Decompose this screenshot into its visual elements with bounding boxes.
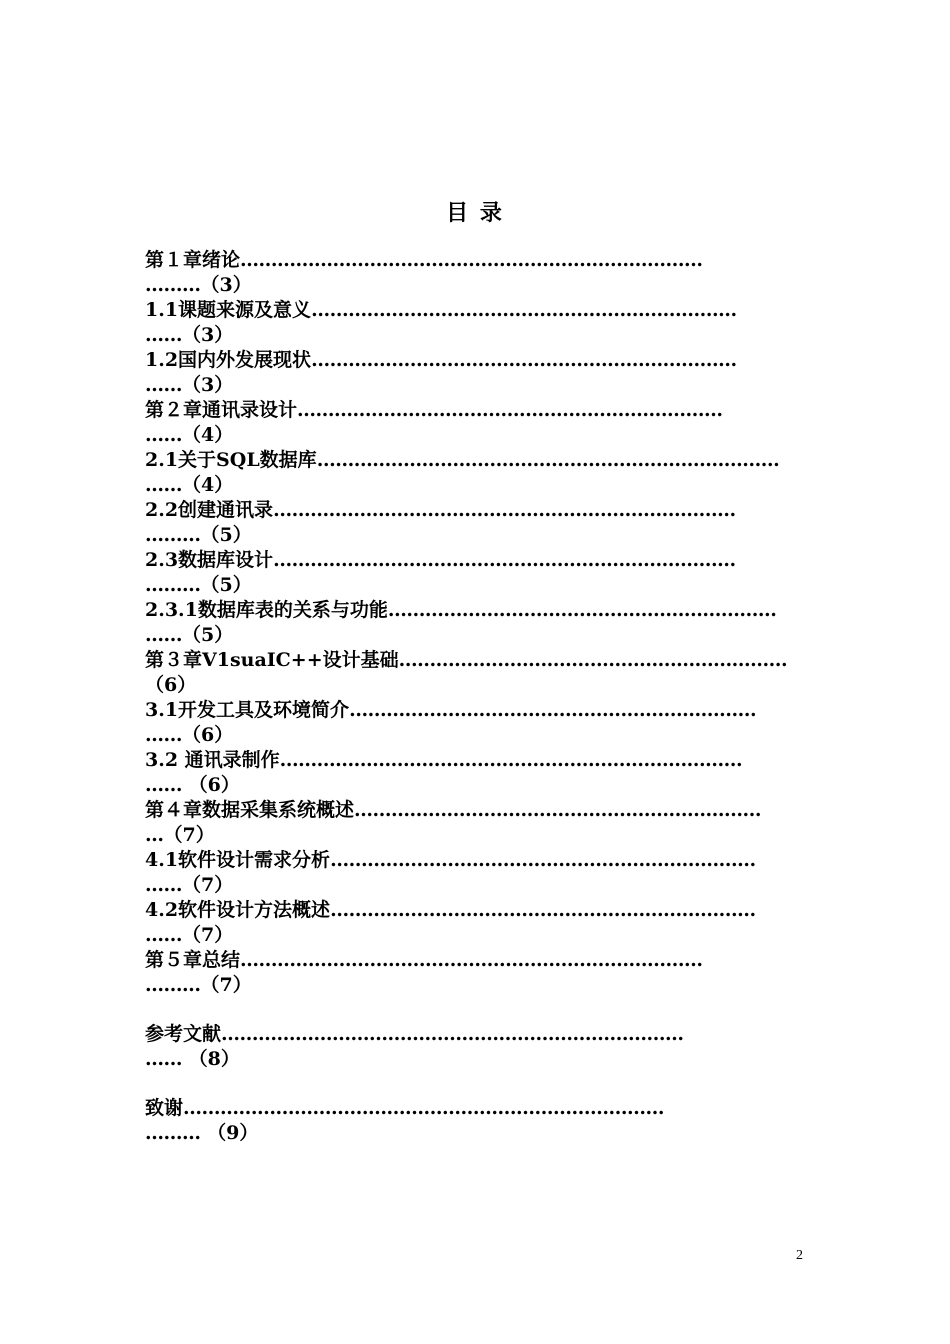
toc-title: 目 录: [446, 200, 504, 226]
toc-entry-acknowledgements[interactable]: [145, 1096, 807, 1146]
toc-leader-dots: ……………………………………………………………: [297, 399, 723, 421]
toc-leader-dots: ……: [145, 924, 182, 946]
toc-leader-dots: ……: [145, 724, 182, 746]
toc-entry-heading: 1.2国内外发展现状: [145, 349, 312, 371]
toc-entry-4-2[interactable]: [145, 898, 807, 948]
toc-entry-chapter-3[interactable]: [145, 648, 807, 698]
toc-entry-2-3[interactable]: [145, 548, 807, 598]
toc-entry-heading: 4.2软件设计方法概述: [145, 899, 331, 921]
toc-entry-page: （7）: [182, 874, 234, 896]
toc-leader-dots: ………: [145, 974, 201, 996]
toc-leader-dots: …………………………………………………………………: [316, 449, 780, 471]
toc-entry-page: （7）: [200, 974, 252, 996]
toc-entry-page: （8）: [182, 1048, 240, 1070]
toc-leader-dots: ………: [145, 524, 201, 546]
toc-entry-heading: 2.2创建通讯录: [145, 499, 274, 521]
toc-leader-dots: ………………………………………………………: [398, 649, 788, 671]
spacer: [145, 1072, 807, 1096]
toc-entry-chapter-1[interactable]: [145, 248, 807, 298]
toc-entry-heading: 第１章绪论: [145, 249, 241, 271]
toc-leader-dots: ……: [145, 624, 182, 646]
toc-entry-page: （3）: [182, 324, 234, 346]
toc-entry-page: （7）: [182, 924, 234, 946]
toc-leader-dots: …………………………………………………………………: [221, 1023, 684, 1045]
toc-entry-heading: 2.3数据库设计: [145, 549, 274, 571]
toc-leader-dots: ……: [145, 474, 182, 496]
toc-leader-dots: ………: [145, 1122, 201, 1144]
toc-leader-dots: ………………………………………………………: [387, 599, 777, 621]
toc-entry-page: （5）: [182, 624, 234, 646]
toc-leader-dots: ……: [145, 874, 182, 896]
toc-entry-3-1[interactable]: [145, 698, 807, 748]
toc-entry-page: （4）: [182, 424, 234, 446]
toc-entry-heading: 致谢: [145, 1097, 184, 1119]
toc-entry-page: （5）: [200, 574, 252, 596]
toc-entry-heading: 4.1软件设计需求分析: [145, 849, 331, 871]
toc-leader-dots: …………………………………………………………………: [273, 549, 736, 571]
toc-leader-dots: ………: [145, 274, 201, 296]
table-of-contents: [145, 248, 807, 1146]
toc-leader-dots: ……: [145, 324, 182, 346]
toc-entry-heading: 3.1开发工具及环境简介: [145, 699, 350, 721]
toc-entry-heading: 第２章通讯录设计: [145, 399, 298, 421]
toc-entry-page: （4）: [182, 474, 234, 496]
toc-entry-2-2[interactable]: [145, 498, 807, 548]
toc-entry-page: （7）: [163, 824, 215, 846]
toc-entry-references[interactable]: [145, 1022, 807, 1072]
toc-entry-heading: 参考文献: [145, 1023, 222, 1045]
toc-leader-dots: …………………………………………………………: [349, 699, 757, 721]
toc-entry-page: （3）: [182, 374, 234, 396]
toc-entry-heading: 2.3.1数据库表的关系与功能: [145, 599, 388, 621]
toc-leader-dots: …: [145, 824, 164, 846]
toc-leader-dots: ……: [145, 374, 182, 396]
toc-entry-2-1[interactable]: [145, 448, 807, 498]
toc-leader-dots: ……………………………………………………………: [330, 899, 756, 921]
toc-entry-chapter-2[interactable]: [145, 398, 807, 448]
toc-entry-page: （6）: [145, 674, 197, 696]
toc-entry-heading: 第３章V1suaIC++设计基础: [145, 649, 399, 671]
toc-entry-heading: 1.1课题来源及意义: [145, 299, 312, 321]
toc-leader-dots: ……: [145, 424, 182, 446]
toc-entry-4-1[interactable]: [145, 848, 807, 898]
spacer: [145, 998, 807, 1022]
toc-leader-dots: …………………………………………………………………: [273, 499, 736, 521]
toc-leader-dots: ……………………………………………………………: [311, 299, 737, 321]
toc-leader-dots: …………………………………………………………………: [240, 949, 703, 971]
toc-leader-dots: ……………………………………………………………………: [183, 1097, 665, 1119]
toc-entry-page: （5）: [200, 524, 252, 546]
toc-leader-dots: ……: [145, 774, 182, 796]
toc-leader-dots: ………: [145, 574, 201, 596]
toc-leader-dots: ……………………………………………………………: [330, 849, 756, 871]
toc-entry-2-3-1[interactable]: [145, 598, 807, 648]
toc-entry-heading: 3.2 通讯录制作: [145, 749, 280, 771]
toc-entry-chapter-4[interactable]: [145, 798, 807, 848]
toc-entry-1-2[interactable]: [145, 348, 807, 398]
toc-entry-page: （6）: [182, 724, 234, 746]
toc-entry-heading: 第４章数据采集系统概述: [145, 799, 355, 821]
toc-entry-chapter-5[interactable]: [145, 948, 807, 998]
toc-entry-3-2[interactable]: [145, 748, 807, 798]
toc-leader-dots: ……………………………………………………………: [311, 349, 737, 371]
toc-entry-heading: 2.1关于SQL数据库: [145, 449, 317, 471]
toc-entry-page: （6）: [182, 774, 240, 796]
toc-entry-1-1[interactable]: [145, 298, 807, 348]
toc-leader-dots: …………………………………………………………………: [240, 249, 703, 271]
toc-entry-page: （3）: [200, 274, 252, 296]
toc-leader-dots: …………………………………………………………………: [279, 749, 743, 771]
toc-entry-heading: 第５章总结: [145, 949, 241, 971]
toc-leader-dots: ……: [145, 1048, 182, 1070]
toc-leader-dots: …………………………………………………………: [354, 799, 762, 821]
page-number: 2: [796, 1248, 803, 1263]
toc-entry-page: （9）: [200, 1122, 259, 1144]
